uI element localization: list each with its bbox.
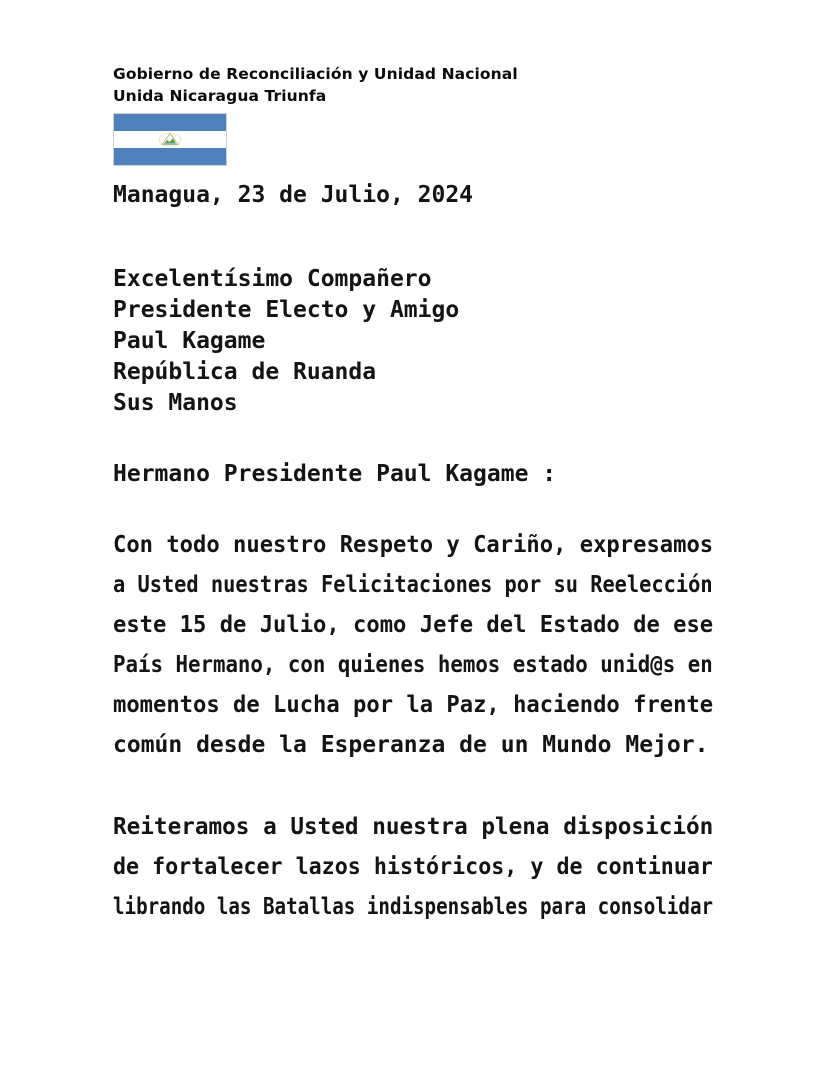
text-line: librando las Batallas indispensables para consolidar: [113, 894, 714, 920]
text-line: momentos de Lucha por la Paz, haciendo frente: [113, 692, 714, 718]
text-line: común desde la Esperanza de un Mundo Mejor.: [113, 732, 709, 758]
nicaragua-flag-icon: [113, 113, 227, 166]
date-line: Managua, 23 de Julio, 2024: [113, 182, 474, 208]
text-line: Reiteramos a Usted nuestra plena disposición: [113, 814, 714, 840]
text-line: de fortalecer lazos históricos, y de continuar: [113, 854, 713, 880]
body-paragraph-1: [113, 525, 713, 765]
text-line: a Usted nuestras Felicitaciones por su Reelección: [113, 572, 713, 598]
text-line: País Hermano, con quienes hemos estado unid@s en: [113, 652, 713, 678]
text-line: Excelentísimo Compañero: [113, 266, 432, 292]
text-line: Presidente Electo y Amigo: [113, 297, 460, 323]
text-line: República de Ruanda: [113, 359, 377, 385]
body-paragraph-2: [113, 807, 713, 927]
text-line: Sus Manos: [113, 390, 238, 416]
text-line: Con todo nuestro Respeto y Cariño, expresamos: [113, 532, 714, 558]
letterhead-line-2: Unida Nicaragua Triunfa: [113, 87, 327, 105]
salutation-line: Hermano Presidente Paul Kagame :: [113, 461, 557, 487]
text-line: este 15 de Julio, como Jefe del Estado de ese: [113, 612, 714, 638]
letterhead: [113, 63, 518, 107]
text-line: Paul Kagame: [113, 328, 266, 354]
recipient-address-block: [113, 264, 459, 419]
letterhead-line-1: Gobierno de Reconciliación y Unidad Nacional: [113, 65, 518, 83]
